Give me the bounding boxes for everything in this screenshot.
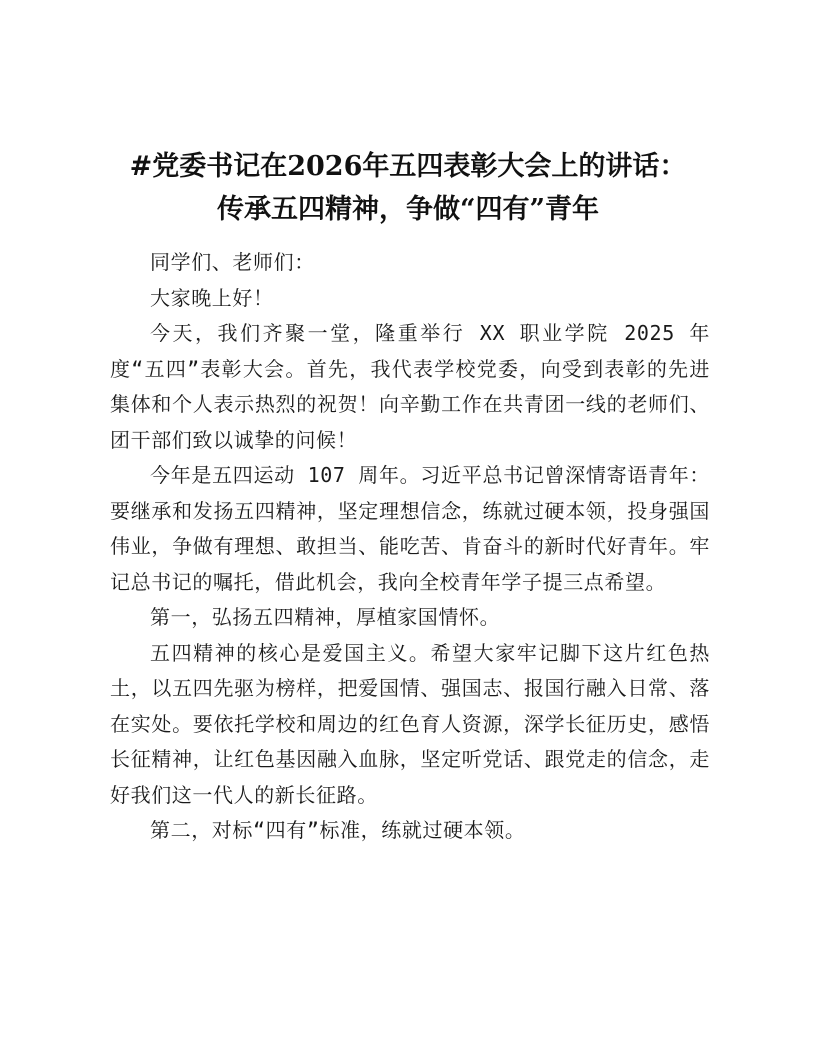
paragraph-salutation: 大家晚上好！: [150, 285, 274, 310]
paragraph-point-one-body: 五四精神的核心是爱国主义。希望大家牢记脚下这片红色热土，以五四先驱为榜样，把爱国情、强国志、报国行融入日常、落在实处。要依托学校和周边的红色育人资源，深学长征历史，感悟长征精神，让红色基因融入血脉，坚定听党话、跟党走的信念，走好我们这一代人的新长征路。: [110, 640, 710, 807]
paragraph-anniversary: 今年是五四运动 107 周年。习近平总书记曾深情寄语青年：要继承和发扬五四精神，坚定理想信念，练就过硬本领，投身强国伟业，争做有理想、敢担当、能吃苦、肯奋斗的新时代好青年。牢记总书记的嘱托，借此机会，我向全校青年学子提三点希望。: [110, 463, 710, 594]
document-title-line-1: #党委书记在2026年五四表彰大会上的讲话：: [129, 151, 687, 182]
paragraph-opening: 今天，我们齐聚一堂，隆重举行 XX 职业学院 2025 年度“五四”表彰大会。首先，我代表学校党委，向受到表彰的先进集体和个人表示热烈的祝贺！向辛勤工作在共青团一线的老师们、团干部们致以诚挚的问候！: [110, 321, 710, 452]
document-body: [110, 245, 710, 849]
paragraph-greeting: 同学们、老师们：: [150, 250, 315, 274]
paragraph-point-two-heading: 第二，对标“四有”标准，练就过硬本领。: [150, 818, 526, 842]
document-title-line-2: 传承五四精神，争做“四有”青年: [216, 194, 600, 225]
paragraph-point-one-heading: 第一，弘扬五四精神，厚植家国情怀。: [150, 605, 501, 629]
